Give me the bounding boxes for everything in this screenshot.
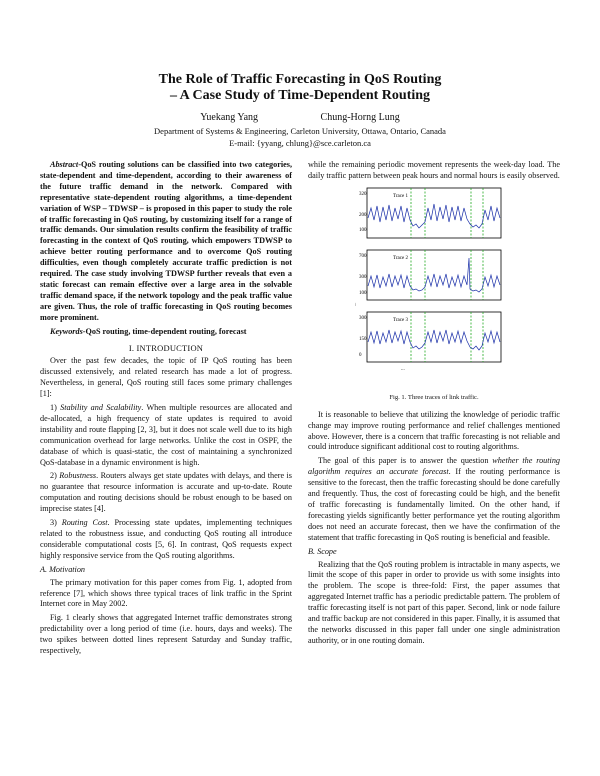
section-heading: I. INTRODUCTION <box>128 342 204 353</box>
keywords <box>40 327 292 338</box>
paragraph: Fig. 1 clearly shows that aggregated Internet traffic demonstrates strong predictability over a long period of time (i.e. hours, days and weeks). The two spikes between dotted lines represent Saturday and Sunday traffic, respectively, <box>40 613 292 656</box>
author-name: Chung-Horng Lung <box>320 112 400 123</box>
svg-text:200: 200 <box>359 212 367 218</box>
list-item-title: Robustness <box>59 471 97 481</box>
list-number: 2) <box>50 471 60 481</box>
list-item-title: Stability and Scalability <box>60 403 142 413</box>
trace-panel-1 <box>359 188 501 238</box>
list-item <box>40 403 292 468</box>
subsection-heading: B. Scope <box>308 546 337 556</box>
svg-text:0: 0 <box>359 352 362 358</box>
paper-title-line2: – A Case Study of Time-Dependent Routing <box>169 88 431 103</box>
paragraph <box>308 456 560 543</box>
paragraph: The primary motivation for this paper comes from Fig. 1, adopted from reference [7], which shows three typical traces of link traffic in the Sprint Internet core in May 2002. <box>40 577 292 609</box>
author-name: Yuekang Yang <box>200 112 259 123</box>
trace-label: Trace 2 <box>393 255 408 261</box>
svg-text:300: 300 <box>359 315 367 321</box>
svg-text:150: 150 <box>359 336 367 342</box>
trace-panel-3 <box>359 312 501 372</box>
traffic-traces-figure <box>353 186 503 391</box>
svg-text:300: 300 <box>359 274 367 280</box>
svg-text:100: 100 <box>359 290 367 296</box>
figure-caption: Fig. 1. Three traces of link traffic. <box>389 393 479 401</box>
list-number: 1) <box>50 403 61 413</box>
list-item-body: . Processing state updates, implementing techniques related to the robustness issue, and conducting QoS routing all introduce considerable computational costs [5, 6]. In contrast, QoS requests expect highly responsive service from the QoS routing algorithms. <box>40 518 292 560</box>
emphasized-text: whether the routing algorithm requires an accurate forecast <box>308 456 561 477</box>
list-item <box>40 518 292 562</box>
list-number: 3) <box>50 518 62 528</box>
paper-title-line1: The Role of Traffic Forecasting in QoS Routing <box>158 72 442 87</box>
keywords-lead: Keywords <box>50 326 83 336</box>
svg-text:320: 320 <box>359 191 367 197</box>
list-item-body: . When multiple resources are allocated and de-allocated, a high frequency of state updates is required to avoid instability and route flapping [2, 3], but it does not scale well due to its high communication overhead for large networks. Unlike the cost in OSPF, the database of which is quasi-static, the cost of maintaining a synchronized QoS-database in a dynamic environment is high. <box>40 403 292 467</box>
x-axis-label: ... <box>401 366 405 372</box>
list-item-body: . Routers always get state updates with delays, and there is no guarantee that resource information is accurate and up-to-date. Route computation and routing decisions should be robust enough to be based on imprecise states [4]. <box>40 471 292 514</box>
abstract-lead: Abstract <box>50 160 79 169</box>
subsection-heading: A. Motivation <box>40 564 86 574</box>
left-column <box>40 160 292 660</box>
figure-traffic-traces <box>353 186 503 391</box>
trace-panel-2 <box>359 250 501 300</box>
abstract <box>40 160 292 324</box>
paragraph-text: . If the routing performance is sensitive to the forecast, then the traffic forecasting should be done carefully and frequently. Thus, the cost of forecasting could be high, and the benefit of traffic forecasting is fundamentally limited. On the other hand, if forecasting yields significantly better performance yet the routing algorithm does not need an accurate forecast, then we have the confirmation of the statement that traffic forecasting in QoS routing is beneficial and feasible. <box>308 467 560 542</box>
affiliation: Department of Systems & Engineering, Carleton University, Ottawa, Ontario, Canada <box>154 126 446 136</box>
trace-label: Trace 3 <box>393 317 408 323</box>
keywords-body: -QoS routing, time-dependent routing, forecast <box>82 326 247 336</box>
list-item-title: Routing Cost <box>61 518 108 528</box>
paragraph: Over the past few decades, the topic of IP QoS routing has been discussed extensively, and related research has made a lot of progress. Nevertheless, in general, QoS routing still faces some primary challenges [1]: <box>40 356 292 399</box>
svg-text:100: 100 <box>359 227 367 233</box>
paragraph: while the remaining periodic movement represents the week-day load. The daily traffic pattern between peak hours and normal hours is easily observed. <box>308 160 560 180</box>
trace-label: Trace 1 <box>393 193 408 199</box>
right-column <box>308 160 560 650</box>
svg-text:700: 700 <box>359 253 367 259</box>
abstract-body: -QoS routing solutions can be classified into two categories, state-dependent and time-dependent, according to their awareness of the future traffic demand in the network. Compared with representative state-dependent routing algorithms, a time-dependent variation of WSP – TDWSP – is proposed in this paper to study the role of traffic forecasting in QoS routing, by customizing itself for a range of traffic demands. Our simulation results confirm the feasibility of traffic forecasting in the context of QoS routing, which empowers TDWSP to achieve better routing performance and to overcome QoS routing difficulties, even though completely accurate traffic prediction is not required. The case study involving TDWSP further reveals that even a static forecast can remain effective over a large area in the solvable traffic demand space, if the network topology and the peak traffic value are given. Thus, the role of traffic forecasting in QoS routing becomes more prominent. <box>40 160 292 322</box>
author-list <box>40 112 560 123</box>
paragraph: It is reasonable to believe that utilizing the knowledge of periodic traffic change may improve routing performance and relief challenges mentioned above. However, there is a concern that traffic forecasting is not reliable and could introduce significant additional cost to routing algorithms. <box>308 409 560 452</box>
list-item <box>40 471 292 515</box>
email: E-mail: {yyang, chlung}@sce.carleton.ca <box>229 138 371 148</box>
y-axis-label: ... <box>352 302 357 306</box>
paragraph-text: The goal of this paper is to answer the question <box>318 456 493 466</box>
paragraph: Realizing that the QoS routing problem is intractable in many aspects, we limit the scope of this paper in order to provide us with some insights into the problem. The scope is three-fold: First, the paper assumes that aggregated Internet traffic has a periodic predictable pattern. The problem of traffic forecasting itself is not part of this paper. Second, link or node failure and traffic backup are not considered in this paper. Finally, it is assumed that the networks discussed in this paper fall under one single administration authority, or in one routing domain. <box>308 559 560 645</box>
